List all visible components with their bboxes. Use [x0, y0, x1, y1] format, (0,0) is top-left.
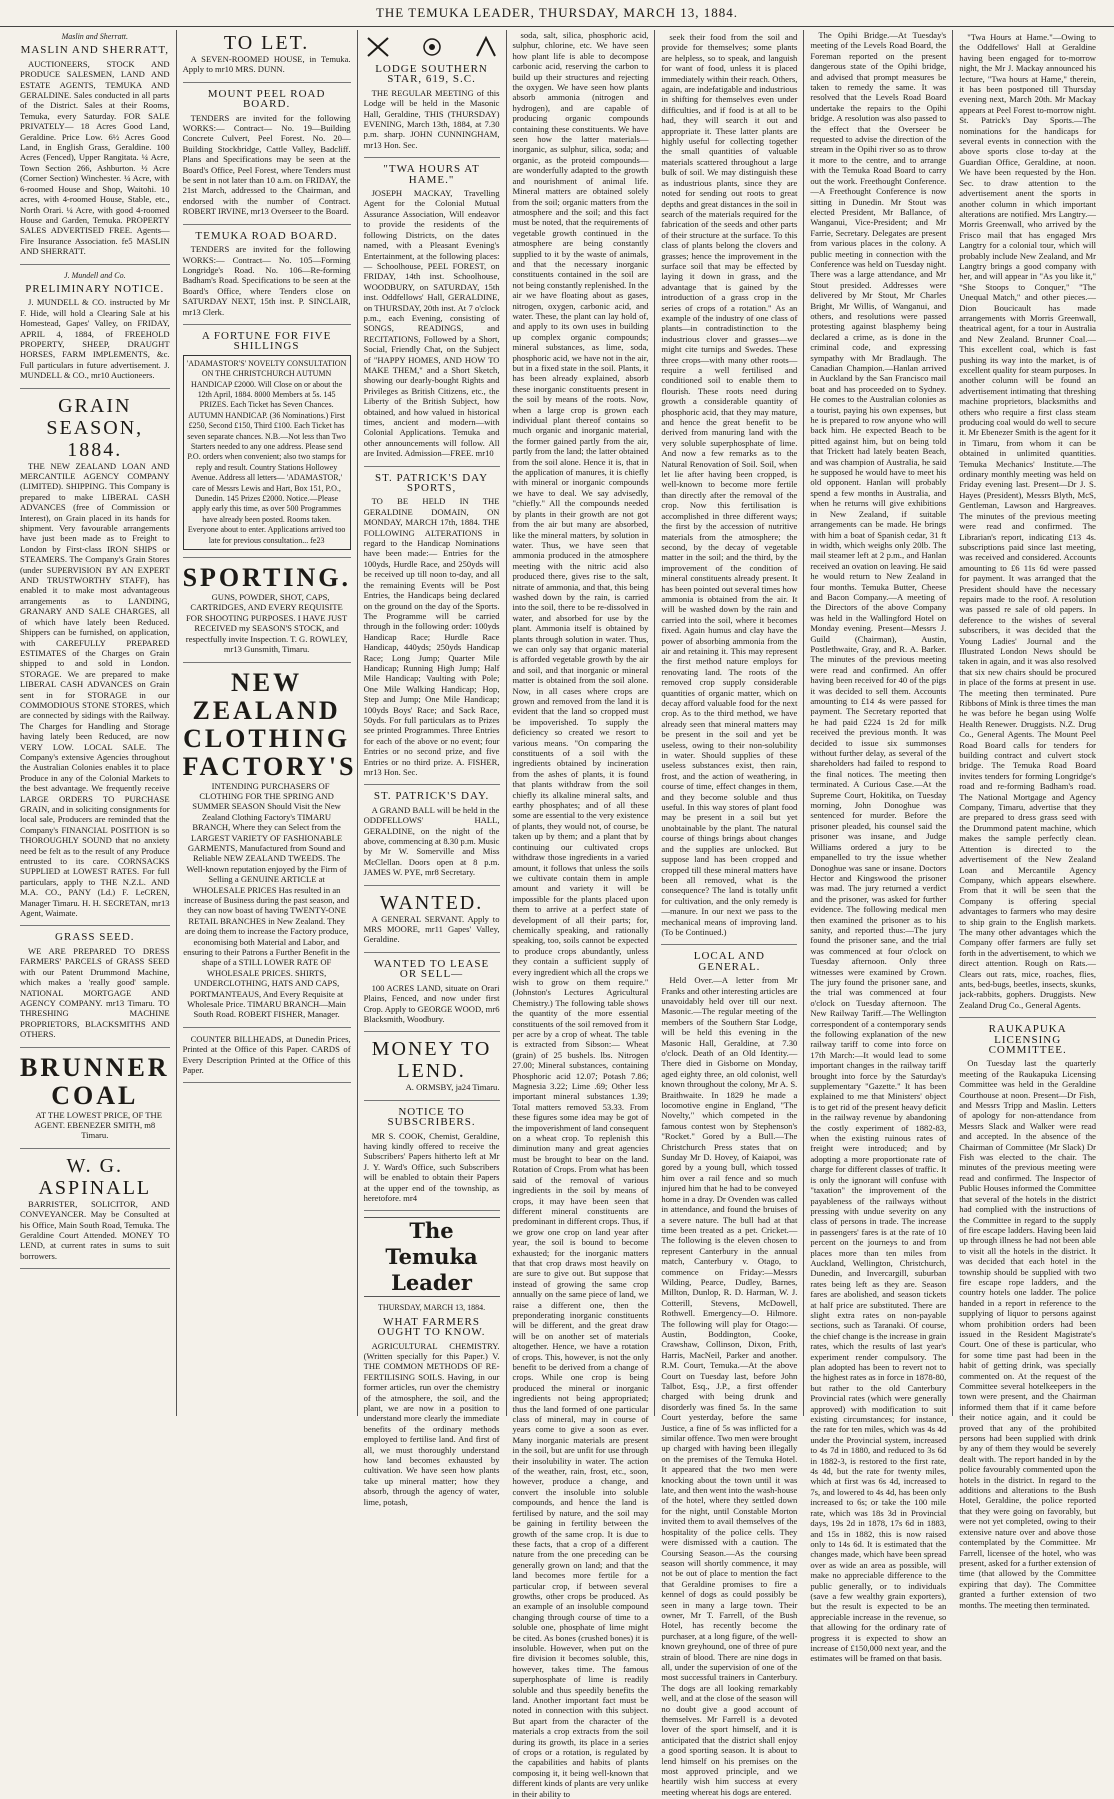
ad-body: COUNTER BILLHEADS, at Dunedin Prices, Printed at the Office of this Paper. CARDS of Every Description Printed at the Office of this Paper.	[182, 1033, 351, 1076]
column-4	[507, 30, 656, 1799]
ad-title: W. G. ASPINALL	[38, 1154, 152, 1199]
article-farmers	[364, 1317, 500, 1507]
ad-head: Maslin and Sherratt.	[61, 32, 129, 41]
ad-temuka-road-board	[183, 231, 351, 325]
ad-title: A FORTUNE FOR FIVE SHILLINGS	[201, 329, 332, 353]
ad-title: LODGE SOUTHERN STAR, 619, S.C.	[375, 63, 488, 86]
column-5	[655, 30, 804, 1797]
column-2	[177, 30, 358, 1416]
ad-title: WANTED TO LEASE OR SELL—	[373, 957, 490, 981]
local-news-body: The Opihi Bridge.—At Tuesday's meeting of the Levels Road Board, the Foreman reported on the present dangerous state of the Opihi bridge, and advised that prompt measures be taken to remedy the same. It was resolved that the Levels Road Board undertake the repairs to the Opihi bridge. A resolution was also passed to the effect that the Overseer be requested to advise the direction of the stream in the Opihi river so as to throw it more to the centre, and to arrange with the Temuka Road Board to carry out the work. Freethought Conference.—A Freethought Conference is now sitting in Dunedin. Mr Stout was elected President, Mr Ballance, of Wanganui, Vice-President; and Mr Farrie, Secretary. Delegates are present from various places in the colony. A public meeting in connection with the Conference was held on Tuesday night. There was a large attendance, and Mr Stout presided. Addresses were delivered by Mr Stout, Mr Charles Bright, Mr Willis, of Wanganui, and others, and resolutions were passed protesting against blasphemy being declared a crime, as is done in the criminal code, and expressing sympathy with Mr Bradlaugh. The Canadian Champion.—Hanlan arrived in Auckland by the San Francisco mail boat and has proceeded on to Sydney. He comes to the Australian colonies as a tourist, paying his own expenses, but he is prepared to row anyone who will back him. He expected Beach to be pitted against him, but on being told that Trickett had lately beaten Beach, and was champion of Australia, he said he supposed he would have to meet his old opponent. Hanlan will probably spend a few months in Australia, and when he returns will give exhibitions in New Zealand, if suitable arrangements can be made. He brings with him a boat of Spanish cedar, 31 ft in width, which weighs only 20lb. The mail steamer left at 2 p.m., and Hanlan received an ovation on leaving. He said he would return to New Zealand in four months. Temuka Butter, Cheese and Bacon Company.—A meeting of the Directors of the above Company was held in the Wallingford Hotel on Monday evening. Present—Messrs J. Guild (Chairman), Austin, Postlethwaite, Gray, and R. A. Barker. The minutes of the previous meeting were read and confirmed. An offer having been received for 40 of the pigs it was decided to sell them. Accounts amounting to £14 4s were passed for payment. The Secretary reported that he had paid £224 1s 2d for milk received the previous month. It was decided to issue six summonses without further delay, as several of the shareholders had failed to respond to the final notices. The meeting then terminated. A Curious Case.—At the Supreme Court, Hokitika, on Tuesday morning, John Donoghue was sentenced for murder. Before the prisoner pleaded, his counsel said the prisoner was insane, and Judge Williams ordered a jury to be empanelled to try the issue whether Donoghue was sane or insane. Doctors Hector and Kingswood the prisoner was mad. The jury returned a verdict and the prisoner, was asked for further evidence. The following medical men then examined the prisoner as to his sanity, and reported thus:—The jury found the prisoner sane, and the trial was commenced at four o'clock on Tuesday afternoon. Only three witnesses were examined by Crown. The jury found the prisoner sane, and the trial was commenced at four o'clock on Tuesday afternoon. The New Railway Tariff.—The Wellington correspondent of a contemporary sends the following explanation of the new railway tariff to come into force on 17th March:—It would lead to some important changes in the railway tariff brought into force by the Saturday's supplementary "Gazette." It has been explained to me that Ministers' object is to get rid of the present heavy deficit in the railway revenue by abandoning the costly experiment of 1882-83, when the existing ruinous rates of freight were introduced; and by adopting a more proportionate rate of charge for different classes of traffic. It is only the ignorant will confuse with "taxation" the improvement of the payableness of the railways without pressing with undue severity on any class of persons in trade. The increase in passengers' fares is at the rate of 10 percent on the journeys to and from places more than ten miles from Auckland, Wellington, Christchurch, Dunedin, and Invercargill, suburban rates being left as they are. Season fares are abolished, and season tickets at half price are substituted. There are slight extra rates on non-payable sections, such as Taranaki. Of course, the chief change is the increase in grain rates, which the results of last year's experiment render compulsory. The plan adopted has been to revert not to the highest rates as in force in 1878-80, but rather to the old Canterbury Provincial rates (which were generally approved) with modification to suit existing circumstances; for instance, the rate for ten miles, which was 4s 4d under the Provincial system, increased to 4s 7d in 1880, and reduced to 3s 6d in 1882-3, is restored to the first rate, 4s 4d, but the rate for twenty miles, which at first was 6s 4d, increased to 7s, and lowered to 4s 4d, has been only increased to 6s; or take the 100 mile rate, which was 18s 3d in Provincial days, 19s 2d in 1878, 17s 6d in 1883, and 15s in 1882, this is now raised only to 14s 6d. It is estimated that the changes made, which have been spread over as wide an area as possible, will make no appreciable difference to the public generally, or to individuals (save a few wealthy grain exporters), but the result is expected to be an appreciable increase in the revenue, so that allowing for the ordinary rate of progress it is expected to show an increase of £150,000 next year, and the estimates will be framed on that basis.	[810, 30, 947, 1664]
ad-body: GUNS, POWDER, SHOT, CAPS, CARTRIDGES, AND EVERY REQUISITE FOR SHOOTING PURPOSES. I HAVE JUST RECEIVED my SEASON'S STOCK, and respectfully invite Inspection. T. G. ROWLEY, mr13 Gunsmith, Timaru.	[185, 592, 348, 655]
ad-lodge	[364, 64, 500, 158]
ad-title: MOUNT PEEL ROAD BOARD.	[207, 87, 326, 111]
ad-sporting	[183, 564, 351, 662]
page-columns	[14, 30, 1102, 1799]
ad-title: "TWA HOURS AT HAME."	[383, 163, 480, 186]
ad-title: WANTED.	[379, 891, 484, 914]
local-news-continued	[959, 32, 1096, 1018]
ad-body: AT THE LOWEST PRICE, OF THE AGENT. EBENEZER SMITH, m8 Timaru.	[34, 1109, 162, 1141]
ad-body: J. MUNDELL & CO. instructed by Mr F. Hide, will hold a Clearing Sale at his Homestead, Gapes' Valley, on FRIDAY, APRIL 4, 1884, of FREEHOLD PROPERTY, SHEEP, DRAUGHT HORSES, FARM IMPLEMENTS, &c. Full particulars in future advertisement. J. MUNDELL & CO., mr10 Auctioneers.	[20, 297, 170, 381]
ad-to-let	[183, 32, 351, 83]
ad-body: TO BE HELD IN THE GERALDINE DOMAIN, ON MONDAY, MARCH 17th, 1884. THE FOLLOWING ALTERATIONS in regard to the Handicap Nominations have been made:— Entries for the 100yds, Hurdle Race, and 250yds will be received up till noon to-day, and all the remaining Events will be Post Entries, the Handicaps being declared on the ground on the day of the Sports. The Programme will be carried through in the following order: 100yds Handicap Race; Hurdle Race Handicap, 440yds; 250yds Handicap Race; Long Jump; Quarter Mile Handicap; Running High Jump; Half Mile Handicap; Vaulting with Pole; One Mile Walking Handicap; Hop, Step and Jump; One Mile Handicap; 100yds Boys' Race; and Sack Race, 50yds. For full particulars as to Prizes see printed Programmes. Three Entries for each of the above or no event; four Entries or no second prize, and five Entries or no third prize. A. FISHER, mr13 Hon. Sec.	[363, 496, 500, 777]
column-3	[358, 30, 507, 1507]
ad-body: A. ORMSBY, ja24 Timaru.	[405, 1082, 500, 1093]
ad-grass-seed	[20, 932, 170, 1047]
article-licensing-committee	[959, 1024, 1096, 1610]
ad-money-to-lend	[364, 1038, 500, 1100]
ad-body: 100 ACRES LAND, situate on Orari Plains, Fenced, and now under first Crop. Apply to GEORGE WOOD, mr6 Blacksmith, Woodbury.	[363, 982, 500, 1024]
crossed-tools-icon	[365, 36, 391, 58]
ad-head: J. Mundell and Co.	[64, 270, 126, 280]
ad-st-patricks-sports	[364, 473, 500, 786]
ad-title: ST. PATRICK'S DAY SPORTS,	[375, 471, 489, 495]
ad-body: 'ADAMASTOR'S' NOVELTY CONSULTATION ON THE CHRISTCHURCH AUTUMN HANDICAP £2000. Will Close on or about the 12th April, 1884. 8000 Members at 5s. 145 PRIZES. Each Ticket has Seven Chances. AUTUMN HANDICAP. (36 Nominations.) First £250, Second £150, Third £100. Each Ticket has seven separate chances. N.B.—Not less than Two Starters needed to any one address. Please send P.O. orders when convenient; also two stamps for reply and result. Country Stations Hollowey Avenue. Address all letters— 'ADAMASTOR,' care of Messrs Lewis and Hart, Box 151, P.O., Dunedin. 145 Prizes £2000. Notice.—Please apply early this time, as over 500 Programmes have already been posted. Rooms taken. Everyone about to enter. Applications arrived too late for previous consultation... fe23	[183, 355, 351, 550]
ad-body: JOSEPH MACKAY, Travelling Agent for the Colonial Mutual Assurance Association, Will endeavor to provide the residents of the following Districts, on the dates named, with a Pleasant Evening's Entertainment, at the following places:— Schoolhouse, PEEL FOREST, on FRIDAY, 14th inst. Schoolhouse, WOODBURY, on SATURDAY, 15th inst. Oddfellows' Hall, GERALDINE, on THURSDAY, 20th inst. At 7 o'clock p.m., each Evening, consisting of SONGS, READINGS, and RECITATIONS, Followed by a Short, Social, Friendly Chat, on the Subject of "HAPPY HOMES, AND HOW TO MAKE THEM," and a Short Sketch, showing our dearly-bought Rights and Privileges as British Citizens, etc., the Liberty of the British Subject, how obtained, and how valued in historical times, ancient and modern—with Colonial Applications. Temuka and other announcements will follow. All are Invited. Admission—FREE. mr10	[363, 188, 500, 459]
ad-brunner-coal	[20, 1054, 170, 1149]
ad-body: MR S. COOK, Chemist, Geraldine, having kindly offered to receive the Subscribers' Papers hitherto left at Mr J. Y. Ward's Office, such Subscribers will be enabled to obtain their Papers at the upper end of the township, as heretofore. mr4	[363, 1130, 500, 1203]
ad-body: A SEVEN-ROOMED HOUSE, in Temuka. Apply to mr10 MRS. DUNN.	[182, 54, 351, 75]
section-title: LOCAL AND GENERAL.	[693, 950, 765, 973]
masonic-emblem	[364, 36, 500, 58]
ad-title: ST. PATRICK'S DAY.	[373, 790, 490, 803]
newspaper-date: THURSDAY, MARCH 13, 1884.	[377, 1303, 486, 1313]
column-1	[14, 30, 177, 1416]
ad-notice-subscribers	[364, 1107, 500, 1212]
masthead: THE TEMUKA LEADER, THURSDAY, MARCH 13, 1884.	[0, 0, 1114, 27]
ad-grain-season	[20, 395, 170, 927]
ad-body: INTENDING PURCHASERS OF CLOTHING FOR THE SPRING AND SUMMER SEASON Should Visit the New Zealand Clothing Factory's TIMARU BRANCH, Where they can Select from the LARGEST VARIETY OF FASHIONABLE GARMENTS, Manufactured from Sound and Reliable NEW ZEALAND TWEEDS. The Well-known reputation enjoyed by the Firm of Selling a GENUINE ARTICLE at WHOLESALE PRICES Has resulted in an increase of Business during the past season, and they can now boast of having TWENTY-ONE RETAIL BRANCHES in New Zealand. They are doing them to increase the Factory produce, economising both Material and Labor, and ensuring to their Patrons a Further Benefit in the shape of a STILL LOWER RATE OF WHOLESALE PRICES. SHIRTS, UNDERCLOTHING, HATS AND CAPS, PORTMANTEAUS, And Every Requisite at Wholesale Price. TIMARU BRANCH—Main South Road. ROBERT FISHER, Manager.	[183, 780, 350, 1020]
ad-printing	[183, 1034, 351, 1084]
ad-body: TENDERS are invited for the following WORKS:— Contract— No. 105—Forming Longridge's Road. No. 106—Re-forming Badham's Road. Specifications to be seen at the Board's Office, where Tenders close on SATURDAY NEXT, 15th inst. P. SINCLAIR, mr13 Clerk.	[182, 244, 351, 317]
ad-body: A GRAND BALL will be held in the ODDFELLOWS' HALL, GERALDINE, on the night of the above, commencing at 8.30 p.m. Music by Mr W. Somerville and Miss McClellan. Doors open at 8 p.m. JAMES W. PYE, mr8 Secretary.	[363, 804, 500, 878]
ad-title: MONEY TO LEND.	[371, 1038, 492, 1083]
ad-title: GRAIN SEASON, 1884.	[46, 394, 144, 461]
ad-title: TEMUKA ROAD BOARD.	[195, 229, 338, 242]
article-continued	[661, 32, 797, 945]
ad-mount-peel	[183, 89, 351, 225]
ad-twa-hours	[364, 164, 500, 466]
ad-mundell	[20, 271, 170, 389]
ad-body: TENDERS are invited for the following WORKS:— Contract— No. 19—Building Concrete Culvert, Peel Forest. No. 20—Building Stockbridge, Cattle Valley, Badcliff. Plans and Specifications may be seen at the Board's Office, Peel Forest, where Tenders must be sent in not later than 10 a.m. on FRIDAY, the 21st March, addressed to the Chairman, and endorsed with the number of Contract. ROBERT IRVINE, mr13 Overseer to the Board.	[182, 112, 351, 217]
ad-title: NOTICE TO SUBSCRIBERS.	[387, 1105, 476, 1129]
section-body: Held Over.—A letter from Mr Franks and other interesting articles are unavoidably held over till our next. Masonic.—The regular meeting of the members of the Southern Star Lodge, will be held this evening in the Masonic Hall, Geraldine, at 7.30 o'clock. Death of an Old Identity.—There died in Gisborne on Monday, aged eighty three, an old colonist, well known throughout the colony, Mr A. S. Braithwaite. In 1829 he made a locomotive engine in England, "The Novelty," which competed in the famous contest won by Stephenson's "Rocket." Gored by a Bull.—The Christchurch Press states that on Sunday Mr D. Hovey, of Kaiapoi, was gored by a young bull, which tossed him over a rail fence and so much injured him that he had to be conveyed home in a dray. Dr Ovenden was called in attendance, and found the bruises of a severe nature. The bull had at that time been treated as a pet. Cricket.—The following is the eleven chosen to represent Canterbury in the annual match, Canterbury v. Otago, to commence on Friday:—Messrs Wilding, Pearce, Dudley, Barnes, Millton, Dunlop, R. D. Harman, W. J. Cotterill, Stevens, McDowell, Rothwell. Emergency—O. Hilmore. The following will play for Otago:—Austin, Boddington, Cooke, Crawshaw, Collinson, Dixon, Frith, Harris, MacNeil, Parker and another. R.M. Court, Temuka.—At the above Court on Tuesday last, before John Talbot, Esq., J.P., a first offender charged with being drunk and disorderly was fined 5s. In the same Court yesterday, before the same Justice, a fine of 5s was inflicted for a similar offence. Two men were brought up charged with having been illegally on the premises of the Temuka Hotel. It appeared that the two men were knocking about the town until it was late, and then went into the wash-house of the hotel, where they settled down for the night, until Constable Morton invited them to avail themselves of the hospitality of the police cells. They were dismissed with a caution. The Coursing Season.—As the coursing season will shortly commence, it may not be out of place to mention the fact that Geraldine promises to fire a kennel of dogs as could possibly be seen in many a large town. Their owner, Mr T. Farrell, of the Bush Hotel, has recently become the purchaser, at a long figure, of the well-known greyhound, one of three of pure strain of blood. There are nine dogs in all, under the supervision of one of the most successful trainers in Canterbury. The dogs are all looking remarkably well, and at the close of the season will no doubt give a good account of themselves. Mr Farrell is a devoted lover of the sport himself, and it is anticipated that the district shall enjoy a good sporting season. It is about to lend himself on his premises on the most approved principle, and we heartily wish him success at every meeting whereat his dogs are entered.	[661, 975, 798, 1797]
ad-adamastor	[183, 331, 351, 558]
section-local-general	[661, 951, 797, 1797]
ad-title: TO LET.	[223, 32, 310, 54]
ad-title: BRUNNER COAL	[20, 1052, 170, 1110]
ad-body: A GENERAL SERVANT. Apply to MRS MOORE, mr11 Gapes' Valley, Geraldine.	[363, 913, 500, 945]
ad-aspinall	[20, 1155, 170, 1269]
ad-body: WE ARE PREPARED TO DRESS FARMERS' PARCELS of GRASS SEED with our Patent Drummond Machine, which makes a 'really good' sample. NATIONAL MORTGAGE AND AGENCY COMPANY. mr13 Timaru. TO THRESHING MACHINE PROPRIETORS, BLACKSMITHS AND OTHERS.	[20, 945, 170, 1040]
column-6	[804, 30, 953, 1664]
ad-st-patricks-ball	[364, 791, 500, 885]
ad-title: GRASS SEED.	[55, 931, 135, 944]
ad-wanted-servant	[364, 892, 500, 953]
article-continued: soda, salt, silica, phosphoric acid, sulphur, chlorine, etc. We have seen how plant life is able to decompose carbonic acid, reserving the carbon to build up their structures and rejecting the oxygen. We have seen how plants absorb ammonia (nitrogen and hydrogen), and are capable of producing organic compounds containing these constituents. We have seen how the latter materials—inorganic, as sulphur, silica, soda; and organic, as the proteid compounds—are wonderfully adapted to the growth and nourishment of animal life. Mineral matters are obtained solely from the soil; organic matters from the atmosphere and the soil; and this fact must be noted, that the requirements of vegetable growth continued in the atmosphere are being constantly supplied to it by the waste of animals, and that the necessary inorganic constituents contained in the soil are not being constantly replenished. In the air we have floating about as gases, nitrogen, oxygen, carbonic acid, and water. These, the plant can lay hold of, and apply to its own uses in building up complex organic compounds; mineral substances, as lime, soda, phosphoric acid, we have not in the air, but in a fixed state in the soil. Plants, it has been already explained, absorb these inorganic constituents present in the soil by means of the roots. Now, when a large crop is grown each individual plant thereof contains so much organic and inorganic material, the former gained partly from the air, partly from the land; the latter obtained from the soil alone. Hence it is, that in the application of manures, it is chiefly with mineral or inorganic compounds we have to deal. We say advisedly, "chiefly." All the compounds needed by plants in their growth are not got from the air but many are absorbed, like the mineral matters, by solution in water. Thus, we have seen that ammonia produced in the atmosphere meeting with the nitric acid also produced there, gives rise to the salt, nitrate of ammonia, and that, this being washed down by the rain, is carried into the soil, there to be re-dissolved in water, and absorbed for use by the plant. Ammonia itself is obtained by plants through solution in water. Thus, we can only say that organic material is afforded vegetable growth by the air and soil, and that inorganic or mineral matter is obtained from the soil alone. Now, in all cases where crops are grown and removed from the land it is evident that the land so cropped must be impoverished. To supply the deficiency so created we resort to various means. "On comparing the constituents of a soil with the ingredients obtained by incineration from the ashes of plants, it is found that plants withdraw from the soil chiefly its alkaline mineral salts, and earthy phosphates; and of all these some are essential to the very existence of plants, they would not, of course, be taken up by them; and a plant that by continuing our cultivated crops withdraw those ingredients in a varied amount, it follows that unless the soils we cultivate contain them in ample amount and variety it will be impossible for the plants placed upon them to arrive at a perfect state of development of all their parts; for, chemically speaking, and rationally speaking, too, soils cannot be expected to produce crops abundantly, unless they contain a sufficient supply of every ingredient which all the crops we wish to grow on them require." (Johnston's Lectures Agricultural Chemistry.) The following table shows the quantity of the more essential constituents of the soil removed from it per acre by a crop of wheat. The table is extracted from Sibson:— Wheat (grain) of 25 bushels. lbs. Nitrogen 27.00; Mineral substances, containing Phosphoric acid 12.07; Potash 7.86; Magnesia 3.22; Lime .69; Other less important mineral substances 1.39; Total matters removed 53.33. From these figures some idea may be got of the impoverishment of land consequent on a wheat crop. To replenish this diminution many and great agencies must be brought to bear on the land. Rotation of Crops. From what has been said of the removal of various ingredients in the soil by means of crops, it may have been seen that different mineral constituents are predominant in different crops. Thus, if we grow one crop on land year after year, the soil is bound to become exhausted; for the inorganic matters that that crop draws most heavily on are sure to give out. But suppose that instead of growing the same crop annually on the same piece of land, we raise a different one, then the preponderating inorganic constituents will be different, and the great draw will be on another set of materials altogether. Hence, we have a rotation of crops. This, however, is not the only benefit to be derived from a change of crops. While one crop is being produced the mineral or inorganic ingredients not being appropriated; thus the land formed of one particular class of mineral, may in course of years come to give a soon as ever. Many inorganic materials are present in the soil, but are unfit for use through their insolubility in water. The action of the weather, rain, frost, etc., soon, however, produce a change, and convert the insoluble into soluble compounds, and hence the land is fertilised by nature, and the soil may be gaining in fertility between the growth of the same crop. It is due to these facts, that a crop of a different nature from the one preceding can be generally grown on land; and that the land becomes more fertile for a particular crop, if between several growths, other crops be produced. As an example of an insoluble compound changing through course of time to a soluble one, phosphate of lime might be cited. As bones (crushed bones) it is insoluble. However, when put on the fire division it becomes soluble, this, however, takes time. The famous superphosphate of lime is readily soluble and thus speedily benefits the land. Another important fact must be noted in connection with this subject. But apart from the character of the materials a crop extracts from the soil during its growth, its place in a series of crops or a rotation, is regulated by the capabilities and habits of plants composing it, it being well-known that different kinds of plants are very unlike in their ability to	[512, 30, 649, 1799]
compass-icon	[473, 36, 499, 58]
ad-clothing-factory	[182, 667, 357, 1028]
ad-body: THE NEW ZEALAND LOAN AND MERCANTILE AGENCY COMPANY (LIMITED). SHIPPING. This Company is prepared to make LIBERAL CASH ADVANCES (free of Commission or Interest), on Grain placed in its hands for shipment. Very favourable arrangements have just been made as to Freight to London by First-class IRON SHIPS or STEAMERS. The Company's Grain Stores (under SUPERVISION BY AN EXPERT AND TRUSTWORTHY STAFF), has enabled it to make most advantageous arrangements as to LANDING, GRANARY AND SALE CHARGES, all of which have lately been Reduced. Shippers can be furnished, on application, with CAREFULLY PREPARED ESTIMATES of the Charges on Grain shipped to and sold in London. STORAGE. We are prepared to make LIBERAL CASH ADVANCES on Grain sent in for STORAGE in our COMMODIOUS STONE STORES, which are connected by sidings with the Railway. The Charges for Handling and Storage having lately been Reduced, are now VERY LOW. LOCAL SALE. The Company's extensive Agencies throughout the Australian Colonies enables it to place Produce in any of the Colonial Markets to the best advantage. We frequently receive LARGE ORDERS TO PURCHASE GRAIN, and in soliciting consignments for local sale, Producers are reminded that the Company's FINANCIAL POSITION is so THOROUGHLY SOUND that no anxiety need be felt as to the result of any Produce entrusted to its care. CORNSACKS SUPPLIED at LOWEST RATES. For full particulars, apply to THE N.Z.L. AND M.A. CO., PANY (Ld.) F. LeCREN, Manager Timaru. H. H. SECRETAN, mr13 Agent, Waimate.	[20, 460, 170, 919]
article-body: seek their food from the soil and provide for themselves; some plants are helpless, so to speak, and languish for want of food, unless it is placed immediately within their reach. Others, again, are indefatigable and industrious in shifting for themselves even under difficulties, and if food is at all to be had, they will search it out and appropriate it. These latter plants are highly useful for collecting together the small quantities of valuable materials scattered throughout a large bulk of soil. We may distinguish these as industrious plants, since they are noted for sending out roots to great depths and great distances in the soil in search of the materials required for the fabrication of the seeds and other parts of their structure at the surface. To this class of plants belong the clovers and grasses; hence the improvement in the surface soil that may be effected by laying it down in grass, and the advantage that is gained by the introduction of a grass crop in the series of crops of a rotation." As an example of the industry of one class of plants—in contradistinction to the industrious clover and grasses—we might cite turnips and Swedes. These three crops—with many other roots—require a well fertilised and conditioned soil to enable them to flourish. These roots need during growth a considerable quantity of phosphoric acid, that they may mature, and hence the great benefit to be derived from manuring land with the very soluble superphosphate of lime. And now a few remarks as to the Natural Renovation of Soil. Soil, when let lie after having been cropped, is well-known to become more fertile than directly after the removal of the crop. Now this fertilisation is accomplished in three different ways; the first by the accession of nutritive materials from the atmosphere; the second, by the decay of vegetable matter in the soil; and the third, by the improvement of the condition of mineral constituents already present. It has been pointed out several times how ammonia is obtained from the air. It will be washed down by the rain and carried into the soil, where it becomes fixed. Again humus and clay have the power of absorbing ammonia from the air and retaining it. This may represent the first method nature employs for renovating land. The roots of the removed crop supply considerable quantities of organic matter, which on decay afford valuable food for the next crop. As to the third method, we have already seen that mineral matters may be present in the soil and yet be useless, owing to their non-solubility in water. Should supplies of these useless substances exist, then rain, frost, and the action of weathering, in course of time, effect changes in them, and they become soluble and thus useful. In this way stores of plant food may be present in a soil but yet unobtainable by the plant. The natural course of things brings about changes and the supplies are unlocked. But suppose land has been cropped and cropped till these mineral matters have been all removed, what is the consequence? The land is totally unfit for cultivation, and the only remedy is—manure. In our next we pass to the mechanical means of improving land. (To be Continued.)	[661, 32, 798, 937]
ornament-icon	[421, 36, 443, 58]
ad-title: PRELIMINARY NOTICE.	[25, 282, 165, 295]
newspaper-title: The Temuka Leader	[364, 1217, 500, 1297]
local-news-body: "Twa Hours at Hame."—Owing to the Oddfellows' Hall at Geraldine having been engaged for to-morrow night, the Mr J. Mackay announced his lecture, "Twa hours at Hame," therein, it has been postponed till Thursday evening next, March 20th. Mr Mackay appears at Peel Forest to-morrow night. St. Patrick's Day Sports.—The nominations for the handicaps for several events in connection with the above sports close to-day at the Guardian Office, Geraldine, at noon. We have been requested by the Hon. Sec. to draw attention to the advertisement anent the sports in another column in which important alterations are notified. Mrs Langtry.—Morris Greenwall, who arrived by the Frisco mail that has engaged Mrs Langtry for a colonial tour, which will probably include New Zealand, and Mr Langtry brings a good company with her, and will appear in "As you like it," "She Stoops to Conquer," "The Unequal Match," and other pieces.—Dion Boucicault has made arrangements with Morris Greenwall, theatrical agent, for a tour in Australia and New Zealand. Brunner Coal.—This excellent coal, which is fast pushing its way into the market, is of excellent quality for steam purposes. In another column will be found an advertisement intimating that threshing machine proprietors, blacksmiths and others who require a first class steam producing coal would do well to secure it. Mr Ebenezer Smith is the agent for it in Timaru, from whom it can be obtained in unlimited quantities. Temuka Mechanics' Institute.—The ordinary monthly meeting was held on Friday evening last. Present—Dr J. S. Hayes (President), Messrs Blyth, McS, Gentleman, Lawson and Hargreaves. The minutes of the previous meeting were read and confirmed. The Librarian's report, indicating £13 4s. subscriptions paid since last meeting, was received and considered. Accounts amounting to £6 11s 6d were passed for payment. It was arranged that the President should have the necessary repairs made to the roof. A resolution was passed re sale of old papers. In deference to the wishes of several subscribers, it was decided that the Young Ladies' Journal and the Illustrated London News should be taken in again, and it was also resolved that six new chairs should be procured in place of the forms at present in use. The meeting then terminated. Pure Ribbons of Mink is three times the man he was before he began using Wolfe Health Renewer. Druggists. N.Z. Drug Co., General Agents. The Mount Peel Road Board calls for tenders for building contract and culvert stock bridge. The Temuka Road Board invites tenders for forming Longridge's road and re-forming Badham's road. The National Mortgage and Agency Company, Timaru, advertise that they are prepared to dress grass seed with the Drummond patent machine, which makes the sample perfectly clean. Attention is directed to the advertisement of the New Zealand Loan and Mercantile Agency Company, which appears elsewhere. From that it will be seen that the Company is offering special advantages to farmers who may desire to ship grain to the English markets. The many other advantages which the Company offer farmers are fully set forth in the advertisement, to which we direct attention. Rough on Rats.—Clears out rats, mice, roaches, flies, ants, bed-bugs, beetles, insects, skunks, jack-rabbits, gophers. Druggists. New Zealand Drug Co., General Agents.	[959, 32, 1097, 1010]
ad-maslin-sherratt	[20, 32, 170, 265]
ad-title: MASLIN AND SHERRATT,	[20, 44, 170, 57]
ad-body: BARRISTER, SOLICITOR, AND CONVEYANCER. May be Consulted at his Office, Main South Road, Temuka. The Geraldine Court Attended. MONEY TO LEND, at current rates in sums to suit borrowers.	[20, 1198, 170, 1261]
column-7	[953, 30, 1102, 1610]
article-body: On Tuesday last the quarterly meeting of the Raukapuka Licensing Committee was held in the Geraldine Courthouse at noon. Present—Dr Fish, and Messrs Tripp and Maslin. Letters of apology for non-attendance from Messrs Slack and Walker were read and accepted. In the absence of the Chairman of Committee (Mr Slack) Dr Fish was elected to the chair. The minutes of the previous meeting were read and confirmed. The Inspector of Public Houses informed the Committee that several of the hotels in the district had complied with the instructions of the Committee in regard to the supply of fire escape ladders. Having been laid up through illness he had not been able to visit all the hotels in the district. It was decided that each hotel in the township should be supplied with two fire escape rope ladders, and the country hotels one ladder. The police handed in a report in reference to the supplying of liquor to persons against whom prohibition orders had been issued in the Resident Magistrate's Court. One of these is particular, who for some time past had been in the habit of getting drink, was specially commented on. At the request of the Committee several hotelkeepers in the town were present, and the Chairman informed them that if it came before their notice again, and it could be proved that any of the prohibited persons had been supplied with drink by any of them they would be severely dealt with. The report handed in by the police favourably commented upon the hotels in the district. In regard to the additions and alterations to the Bush Hotel, Geraldine, the police reported that they were going on favorably, but were not yet completed, owing to their extensive nature over and above those contemplated by the Committee. Mr Farrell, licensee of the hotel, who was present, asked for a further extension of time (that allowed by the Committee expiring that day). The Committee granted a further extension of two months. The meeting then terminated.	[959, 1058, 1096, 1610]
article-title: RAUKAPUKA LICENSING COMMITTEE.	[988, 1023, 1067, 1056]
article-body: AGRICULTURAL CHEMISTRY. (Written specially for this Paper.) V. THE COMMON METHODS OF RE-FERTILISING SOILS. Having, in our former articles, run over the chemistry of the atmosphere, the soil, and the plant, we are now in a position to understand more clearly the immediate benefits of the ordinary methods employed to fertilise land. And first of all, we must thoroughly understand how land becomes exhausted by cultivation. We have seen how plants take up mineral matter; how they absorb, through the agency of water, lime, potash,	[363, 1340, 500, 1507]
ad-body: THE REGULAR MEETING of this Lodge will be held in the Masonic Hall, Geraldine, THIS (THURSDAY) EVENING, March 13th, 1884, at 7.30 p.m. sharp. JOHN CUNNINGHAM, mr13 Hon. Sec.	[363, 87, 500, 150]
ad-wanted-lease	[364, 959, 500, 1032]
ad-title: SPORTING.	[182, 563, 351, 593]
article-title: WHAT FARMERS OUGHT TO KNOW.	[377, 1315, 486, 1339]
ad-title: NEW ZEALAND CLOTHING FACTORY'S	[182, 667, 357, 781]
ad-body: AUCTIONEERS, STOCK AND PRODUCE SALESMEN, LAND AND ESTATE AGENTS, TEMUKA AND GERALDINE. Sales conducted in all parts of the District. Sales at their Rooms, Temuka, every Saturday. FOR SALE PRIVATELY— 18 Acres Good Land, Geraldine. Price Low. 6½ Acres Good Land, in English Grass, Geraldine. 100 Acres (Fenced), Upper Rangitata. ¼ Acre, Town Section 266, Ashburton. ½ Acre (Corner Section) Winchester. ¼ Acre, with 6-roomed House and Shop, Waitohi. 10 acres, with 4-roomed House, Stable, etc., North Orari. ¼ Acre, with good 4-roomed House and Garden, Temuka. PROPERTY SALES ADVERTISED FREE. Agents—Fire Insurance Association. fe5 MASLIN AND SHERRATT.	[20, 58, 170, 257]
